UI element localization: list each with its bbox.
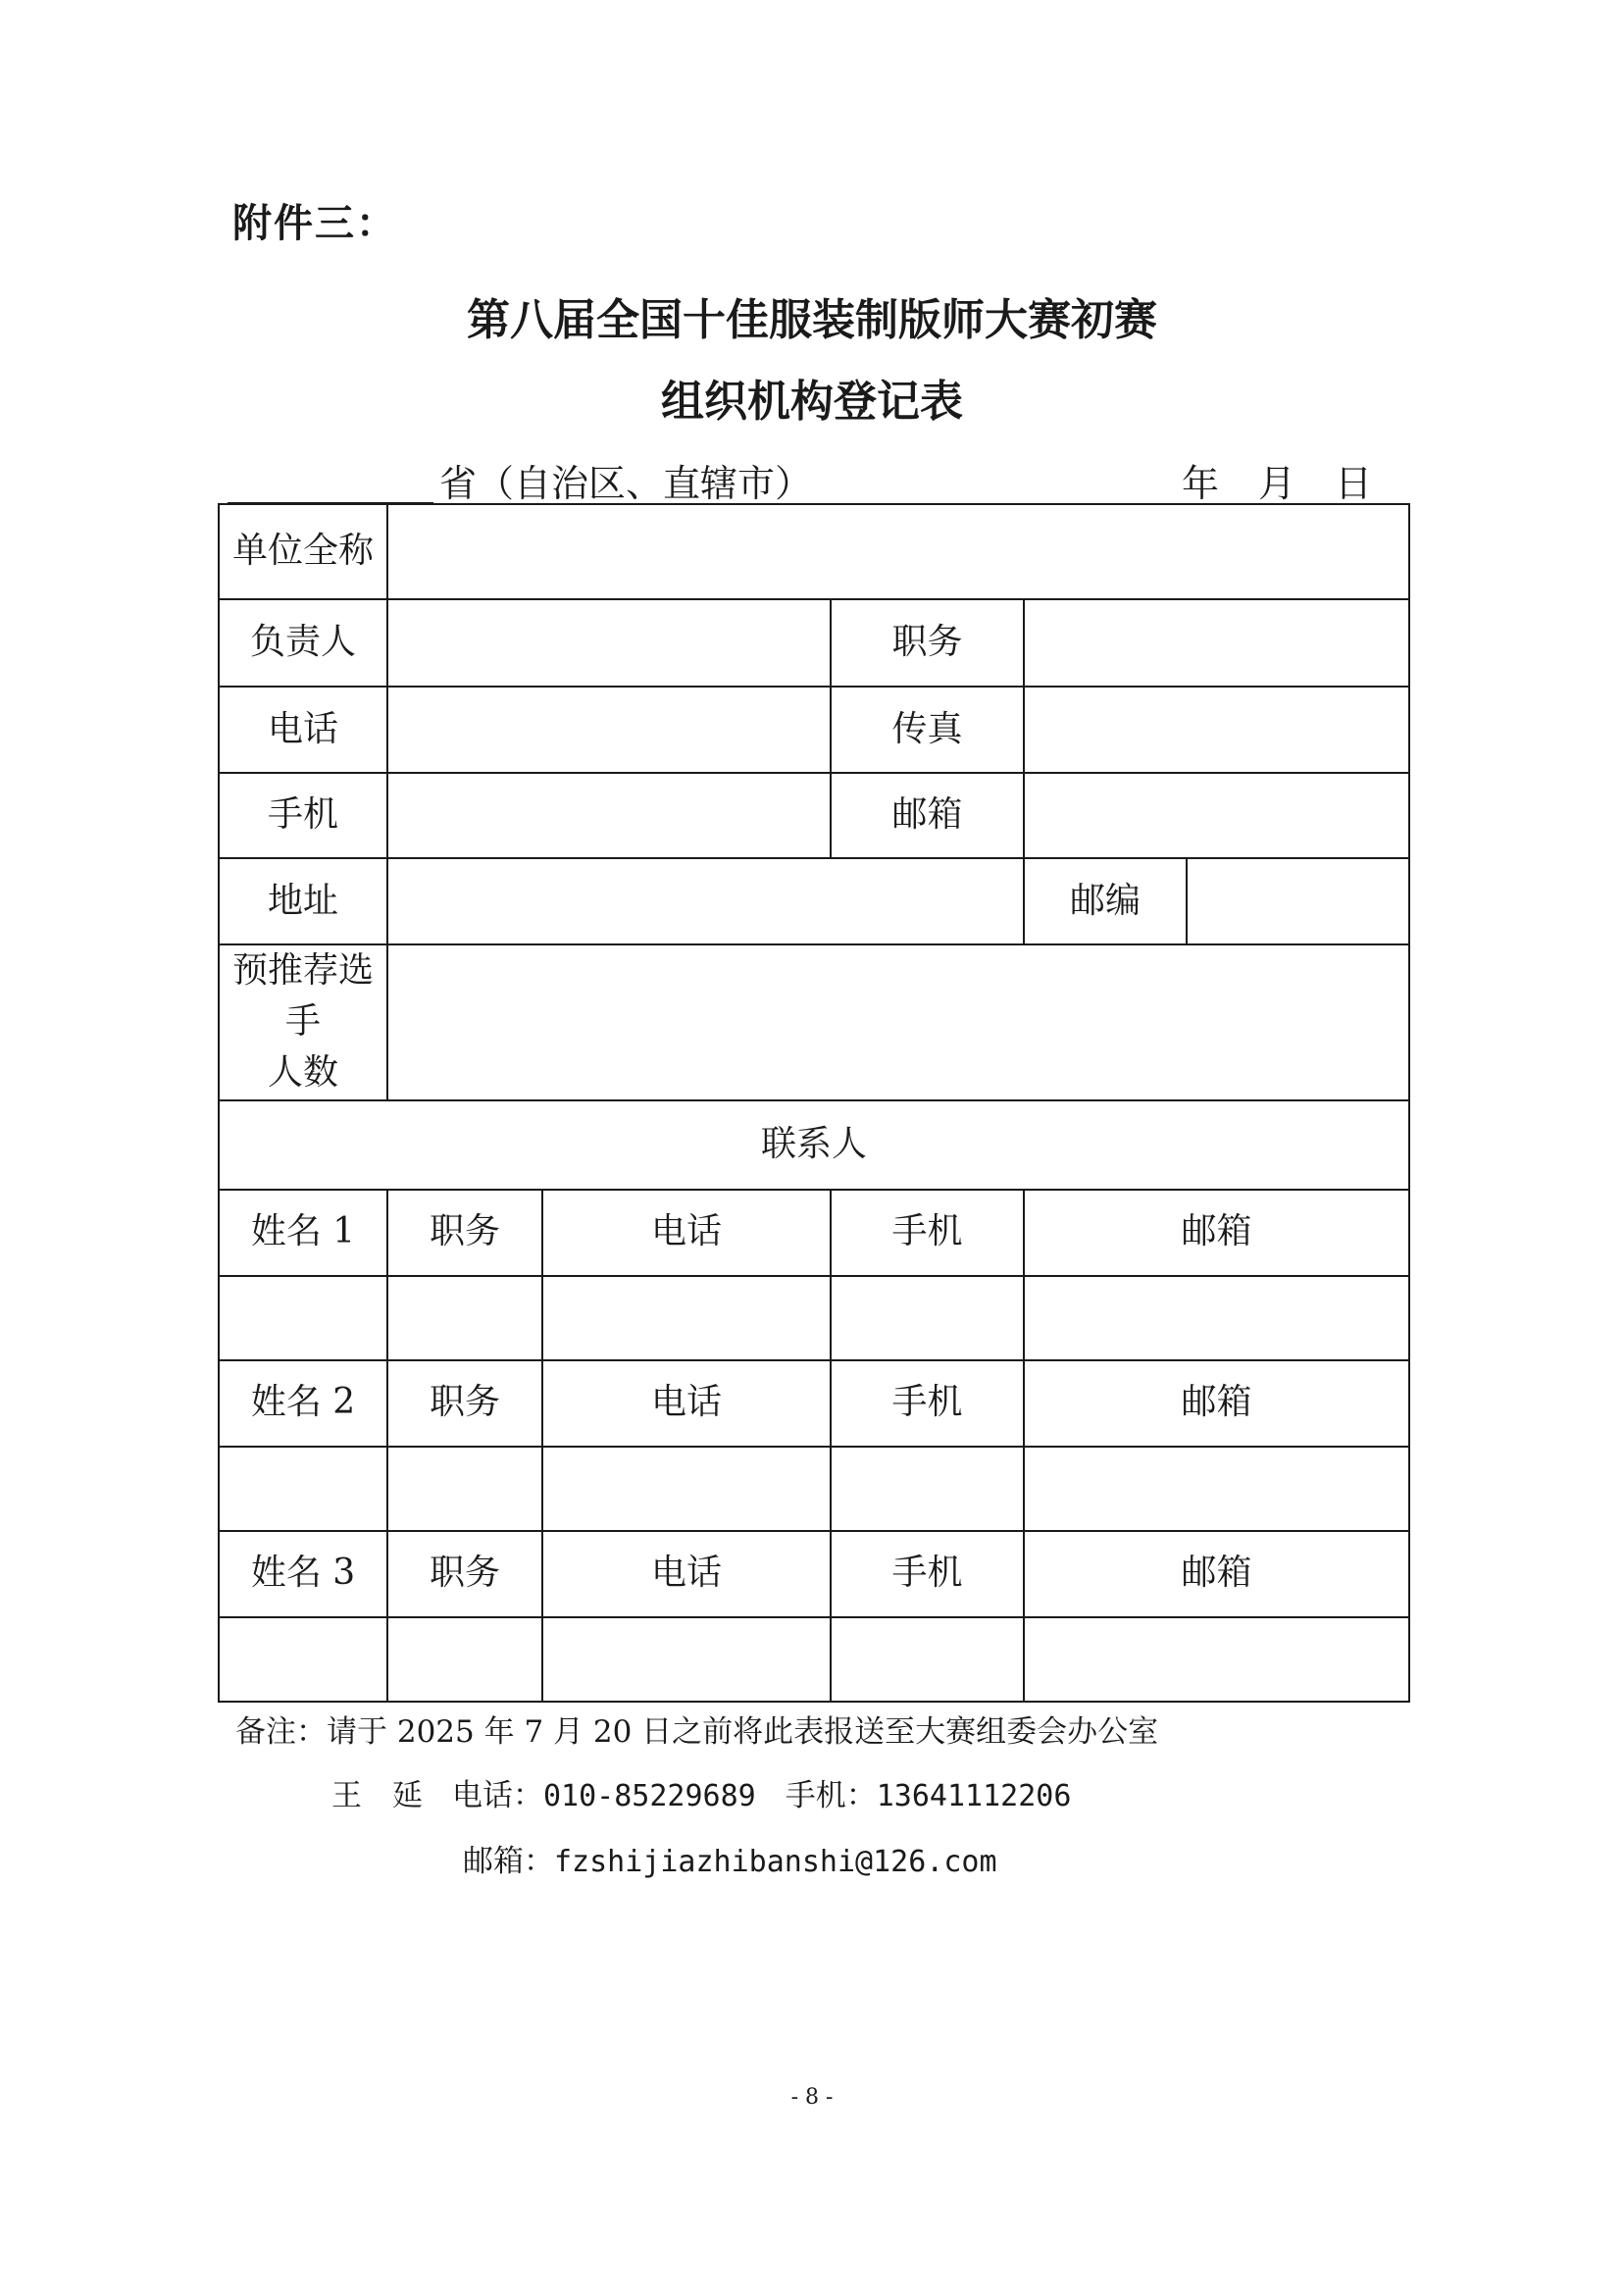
- candidates-field[interactable]: [387, 944, 1409, 1100]
- unit-row: [219, 504, 1409, 599]
- contact-name-field[interactable]: [219, 1276, 387, 1360]
- contact-section-row: [219, 1100, 1409, 1190]
- office-contact-line: [331, 1770, 1071, 1814]
- mobile-row: [219, 773, 1409, 858]
- address-field[interactable]: [387, 858, 1024, 944]
- unit-name-field[interactable]: [387, 504, 1409, 599]
- contact-email-header: 邮箱: [1024, 1190, 1409, 1276]
- office-email-line: [463, 1836, 997, 1880]
- date-label: 年 月 日: [1182, 462, 1373, 505]
- contact-phone-field[interactable]: [542, 1447, 831, 1531]
- contact-phone-field[interactable]: [542, 1617, 831, 1702]
- fax-field[interactable]: [1024, 687, 1409, 773]
- contact-name-field[interactable]: [219, 1617, 387, 1702]
- office-phone-label: 电话：: [452, 1778, 543, 1813]
- contact-input-row: [219, 1276, 1409, 1360]
- contact-email-field[interactable]: [1024, 1276, 1409, 1360]
- contact-input-row: [219, 1447, 1409, 1531]
- responsible-person-field[interactable]: [387, 599, 831, 687]
- address-row: [219, 858, 1409, 944]
- mobile-label: 手机: [219, 773, 387, 858]
- office-contact-name: 王 延: [331, 1778, 423, 1813]
- candidates-label-line1: 预推荐选手: [231, 950, 374, 1043]
- contact-name-header: 姓名 1: [219, 1190, 387, 1276]
- phone-label: 电话: [219, 687, 387, 773]
- contact-mobile-field[interactable]: [831, 1276, 1024, 1360]
- page-number: - 8 -: [790, 2085, 834, 2110]
- office-phone-value: 010-85229689: [543, 1779, 756, 1813]
- contact-phone-header: 电话: [542, 1531, 831, 1617]
- office-mobile-label: 手机：: [785, 1778, 877, 1813]
- email-field[interactable]: [1024, 773, 1409, 858]
- contact-mobile-header: 手机: [831, 1531, 1024, 1617]
- position-label: 职务: [831, 599, 1024, 687]
- phone-row: [219, 687, 1409, 773]
- mobile-field[interactable]: [387, 773, 831, 858]
- contact-mobile-field[interactable]: [831, 1617, 1024, 1702]
- contact-position-field[interactable]: [387, 1447, 542, 1531]
- contact-position-field[interactable]: [387, 1617, 542, 1702]
- contact-input-row: [219, 1617, 1409, 1702]
- contact-email-field[interactable]: [1024, 1447, 1409, 1531]
- contact-header-row: [219, 1360, 1409, 1447]
- office-mobile-value: 13641112206: [876, 1779, 1072, 1813]
- contact-phone-field[interactable]: [542, 1276, 831, 1360]
- office-email-value[interactable]: fzshijiazhibanshi@126.com: [554, 1845, 997, 1879]
- office-email-label: 邮箱：: [463, 1844, 554, 1879]
- contact-mobile-field[interactable]: [831, 1447, 1024, 1531]
- phone-field[interactable]: [387, 687, 831, 773]
- contact-name-header: 姓名 2: [219, 1360, 387, 1447]
- address-label: 地址: [219, 858, 387, 944]
- candidates-label-line2: 人数: [267, 1052, 338, 1094]
- postcode-label: 邮编: [1024, 858, 1187, 944]
- annex-label: 附件三：: [232, 201, 397, 246]
- contact-section-header: 联系人: [219, 1100, 1409, 1190]
- unit-name-label: 单位全称: [219, 504, 387, 599]
- province-blank[interactable]: [228, 471, 433, 505]
- contact-mobile-header: 手机: [831, 1190, 1024, 1276]
- contact-header-row: [219, 1190, 1409, 1276]
- contact-mobile-header: 手机: [831, 1360, 1024, 1447]
- registration-table: [218, 503, 1410, 1703]
- responsible-person-label: 负责人: [219, 599, 387, 687]
- contact-email-field[interactable]: [1024, 1617, 1409, 1702]
- contact-header-row: [219, 1531, 1409, 1617]
- candidates-label: [219, 944, 387, 1100]
- province-label: 省（自治区、直辖市）: [439, 462, 813, 505]
- email-label: 邮箱: [831, 773, 1024, 858]
- fax-label: 传真: [831, 687, 1024, 773]
- postcode-field[interactable]: [1187, 858, 1409, 944]
- contact-name-header: 姓名 3: [219, 1531, 387, 1617]
- contact-phone-header: 电话: [542, 1360, 831, 1447]
- form-title: 第八届全国十佳服装制版师大赛初赛: [467, 295, 1157, 345]
- position-field[interactable]: [1024, 599, 1409, 687]
- contact-name-field[interactable]: [219, 1447, 387, 1531]
- contact-position-field[interactable]: [387, 1276, 542, 1360]
- form-subtitle: 组织机构登记表: [661, 377, 963, 427]
- contact-position-header: 职务: [387, 1531, 542, 1617]
- contact-email-header: 邮箱: [1024, 1360, 1409, 1447]
- candidates-row: [219, 944, 1409, 1100]
- contact-position-header: 职务: [387, 1360, 542, 1447]
- contact-phone-header: 电话: [542, 1190, 831, 1276]
- contact-position-header: 职务: [387, 1190, 542, 1276]
- responsible-row: [219, 599, 1409, 687]
- contact-email-header: 邮箱: [1024, 1531, 1409, 1617]
- note-text: 备注：请于 2025 年 7 月 20 日之前将此表报送至大赛组委会办公室: [235, 1714, 1159, 1750]
